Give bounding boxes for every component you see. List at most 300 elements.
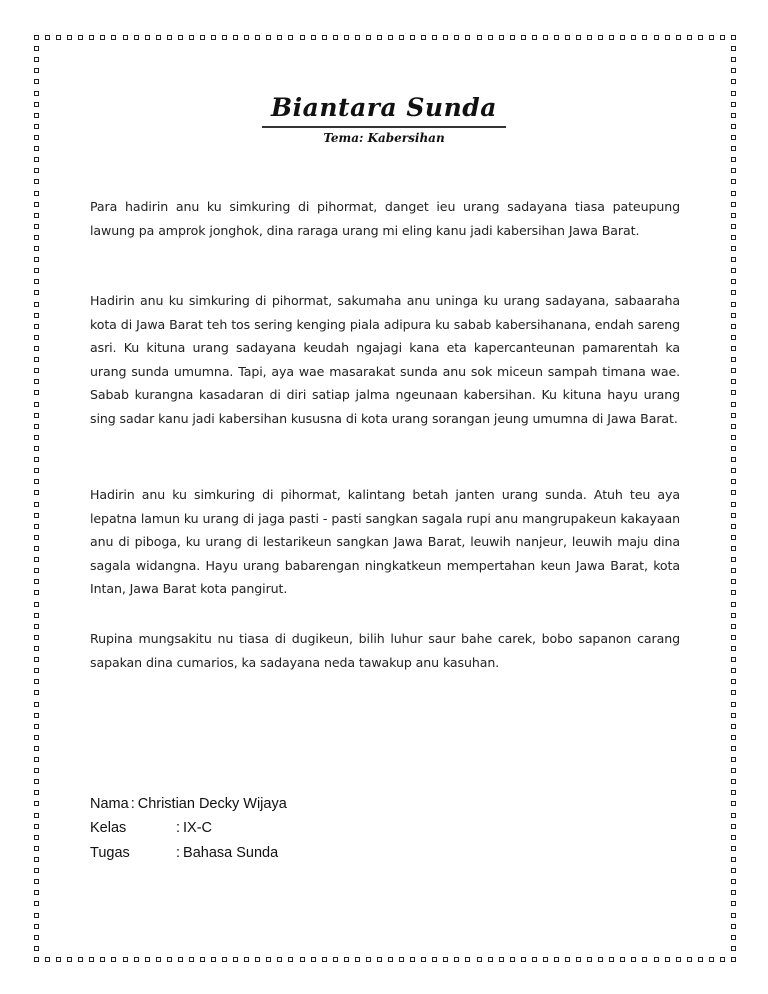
border-square [67, 957, 72, 962]
border-square [731, 390, 736, 395]
border-square [731, 324, 736, 329]
border-square [34, 46, 39, 51]
border-square [454, 957, 459, 962]
border-square [145, 35, 150, 40]
border-square [277, 35, 282, 40]
border-square [731, 635, 736, 640]
border-square [731, 835, 736, 840]
border-square [654, 957, 659, 962]
border-square [156, 957, 161, 962]
border-square [34, 735, 39, 740]
border-square [311, 35, 316, 40]
border-square [67, 35, 72, 40]
border-square [477, 957, 482, 962]
border-square [731, 457, 736, 462]
border-square [34, 713, 39, 718]
border-square [731, 735, 736, 740]
border-square [222, 957, 227, 962]
border-square [731, 879, 736, 884]
border-square [731, 513, 736, 518]
border-square [432, 957, 437, 962]
border-square [34, 379, 39, 384]
border-square [233, 35, 238, 40]
border-square [244, 957, 249, 962]
border-square [731, 302, 736, 307]
task-label: Tugas [90, 844, 130, 861]
border-square [100, 957, 105, 962]
paragraph-text: Rupina mungsakitu nu tiasa di dugikeun, bilih luhur saur bahe carek, bobo sapanon carang sapakan dina cumarios, ka sadayana neda tawakup anu kasuhan. [90, 631, 680, 670]
border-square [344, 957, 349, 962]
border-square [399, 957, 404, 962]
border-square [731, 857, 736, 862]
border-square [34, 901, 39, 906]
signature-block [90, 792, 287, 865]
border-square [34, 913, 39, 918]
border-square [731, 502, 736, 507]
border-square [34, 135, 39, 140]
paragraph-4 [90, 627, 680, 674]
border-square [34, 390, 39, 395]
border-square [731, 224, 736, 229]
border-square [34, 568, 39, 573]
border-square [731, 957, 736, 962]
border-square [34, 91, 39, 96]
border-square [145, 957, 150, 962]
border-square [78, 35, 83, 40]
border-square [288, 957, 293, 962]
border-square [399, 35, 404, 40]
border-square [731, 68, 736, 73]
border-square [731, 79, 736, 84]
border-square [731, 346, 736, 351]
title-underline [262, 126, 506, 128]
border-square [631, 35, 636, 40]
border-square [34, 35, 39, 40]
border-square [34, 57, 39, 62]
border-square [311, 957, 316, 962]
border-square [731, 113, 736, 118]
border-square [731, 568, 736, 573]
border-square [731, 179, 736, 184]
border-square [34, 801, 39, 806]
border-square [355, 35, 360, 40]
border-square [34, 357, 39, 362]
border-square [532, 35, 537, 40]
border-square [521, 957, 526, 962]
border-square [477, 35, 482, 40]
border-square [34, 557, 39, 562]
border-square [587, 957, 592, 962]
border-square [34, 724, 39, 729]
border-square [731, 46, 736, 51]
border-square [731, 135, 736, 140]
border-square [731, 757, 736, 762]
border-square [731, 357, 736, 362]
border-square [731, 790, 736, 795]
border-square [421, 957, 426, 962]
border-square [34, 257, 39, 262]
border-square [277, 957, 282, 962]
border-square [720, 957, 725, 962]
border-square [510, 957, 515, 962]
border-square [731, 613, 736, 618]
border-square [34, 168, 39, 173]
border-square [333, 35, 338, 40]
border-square [731, 646, 736, 651]
border-square [731, 590, 736, 595]
border-square [100, 35, 105, 40]
border-square [731, 535, 736, 540]
border-square [631, 957, 636, 962]
border-square [34, 302, 39, 307]
border-square [34, 602, 39, 607]
border-square [454, 35, 459, 40]
border-square [34, 924, 39, 929]
paragraph-3 [90, 483, 680, 601]
border-square [34, 846, 39, 851]
border-square [388, 957, 393, 962]
border-square [731, 479, 736, 484]
border-square [34, 490, 39, 495]
border-square [266, 957, 271, 962]
border-square [34, 157, 39, 162]
document-title: Biantara Sunda [271, 93, 497, 122]
border-square [565, 35, 570, 40]
border-square [731, 679, 736, 684]
border-square [34, 668, 39, 673]
border-square [731, 890, 736, 895]
border-square [34, 468, 39, 473]
border-square [731, 524, 736, 529]
border-square [34, 79, 39, 84]
border-square [34, 535, 39, 540]
title-block [262, 92, 506, 146]
border-square [56, 957, 61, 962]
border-square [731, 91, 736, 96]
border-square [731, 202, 736, 207]
border-square [244, 35, 249, 40]
border-square [34, 579, 39, 584]
border-square [233, 957, 238, 962]
border-square [34, 946, 39, 951]
border-square [34, 757, 39, 762]
border-square [731, 546, 736, 551]
border-square [499, 957, 504, 962]
border-square [377, 35, 382, 40]
border-square [731, 191, 736, 196]
border-square [34, 446, 39, 451]
border-square [34, 191, 39, 196]
border-square [410, 35, 415, 40]
border-square [34, 890, 39, 895]
border-square [34, 513, 39, 518]
border-square [34, 68, 39, 73]
border-square [366, 35, 371, 40]
border-square [34, 424, 39, 429]
border-square [34, 246, 39, 251]
border-square [34, 368, 39, 373]
border-square [465, 957, 470, 962]
border-square [266, 35, 271, 40]
border-square [189, 35, 194, 40]
paragraph-text: Hadirin anu ku simkuring di pihormat, kalintang betah janten urang sunda. Atuh teu aya lepatna lamun ku urang di jaga pasti - pasti sangkan sagala rupi anu mangrupakeun kakayaan anu di piboga, ku urang di lestarikeun sangkan Jawa Barat, leuwih nanjeur, leuwih maju dina sagala widangna. Hayu urang babarengan ningkatkeun mempertahan keun Jawa Barat, kota Intan, Jawa Barat kota pangirut. [90, 487, 680, 597]
border-square [731, 579, 736, 584]
border-square [443, 35, 448, 40]
border-square [34, 346, 39, 351]
border-square [34, 879, 39, 884]
border-square [34, 202, 39, 207]
border-square [731, 846, 736, 851]
border-square [731, 779, 736, 784]
border-square [34, 102, 39, 107]
border-square [731, 35, 736, 40]
border-square [576, 35, 581, 40]
border-square [665, 35, 670, 40]
border-square [731, 157, 736, 162]
border-square [731, 901, 736, 906]
border-square [178, 957, 183, 962]
border-square [731, 168, 736, 173]
border-square [34, 679, 39, 684]
border-square [720, 35, 725, 40]
border-square [543, 957, 548, 962]
border-square [34, 413, 39, 418]
border-square [34, 546, 39, 551]
border-square [609, 957, 614, 962]
paragraph-text: Hadirin anu ku simkuring di pihormat, sakumaha anu uninga ku urang sadayana, sabaaraha kota di Jawa Barat teh tos sering kenging piala adipura ku sabab kabersihanana, endah sareng asri. Ku kituna urang sadayana keudah ngajagi kana eta kapercanteunan pamarentah ka urang sunda umumna. Tapi, aya wae masarakat sunda anu sok miceun sampah timana wae. Sabab kurangna kasadaran di diri satiap jalma ngeunaan kabersihan. Ku kituna hayu urang sing sadar kanu jadi kabersihan kususna di kota urang sorangan jeung umumna di Jawa Barat. [90, 293, 680, 426]
border-square [377, 957, 382, 962]
border-square [200, 957, 205, 962]
border-square [731, 124, 736, 129]
border-square [698, 35, 703, 40]
border-square [255, 35, 260, 40]
border-square [34, 290, 39, 295]
border-square [34, 213, 39, 218]
border-square [731, 235, 736, 240]
border-square [731, 368, 736, 373]
border-square [665, 957, 670, 962]
border-square [609, 35, 614, 40]
border-square [731, 913, 736, 918]
border-square [554, 35, 559, 40]
border-square [687, 957, 692, 962]
border-square [731, 57, 736, 62]
border-square [34, 957, 39, 962]
border-square [89, 35, 94, 40]
border-square [731, 557, 736, 562]
border-square [134, 35, 139, 40]
name-label: Nama [90, 796, 129, 812]
border-square [123, 957, 128, 962]
border-square [111, 35, 116, 40]
border-square [34, 813, 39, 818]
border-square [34, 690, 39, 695]
signature-class-row [90, 816, 287, 840]
border-square [731, 268, 736, 273]
border-square [620, 957, 625, 962]
border-square [34, 113, 39, 118]
border-square [34, 502, 39, 507]
border-square [654, 35, 659, 40]
border-square [200, 35, 205, 40]
border-square [731, 146, 736, 151]
paragraph-text: Para hadirin anu ku simkuring di pihormat, danget ieu urang sadayana tiasa pateupung lawung pa amprok jonghok, dina raraga urang mi eling kanu jadi kabersihan Jawa Barat. [90, 199, 680, 238]
border-square [731, 335, 736, 340]
border-square [521, 35, 526, 40]
border-square [34, 279, 39, 284]
border-square [731, 824, 736, 829]
border-square [709, 957, 714, 962]
border-square [731, 424, 736, 429]
border-square [322, 35, 327, 40]
border-square [731, 813, 736, 818]
border-square [34, 324, 39, 329]
border-square [45, 35, 50, 40]
border-square [731, 657, 736, 662]
border-square [499, 35, 504, 40]
border-square [111, 957, 116, 962]
border-square [34, 524, 39, 529]
border-square [34, 657, 39, 662]
border-square [698, 957, 703, 962]
border-square [34, 857, 39, 862]
border-square [56, 35, 61, 40]
border-square [587, 35, 592, 40]
border-square [532, 957, 537, 962]
border-square [167, 35, 172, 40]
border-square [288, 35, 293, 40]
signature-name-row [90, 792, 287, 816]
border-square [731, 402, 736, 407]
border-square [731, 446, 736, 451]
border-square [488, 957, 493, 962]
border-square [34, 179, 39, 184]
border-square [642, 35, 647, 40]
border-square [34, 335, 39, 340]
border-square [731, 602, 736, 607]
border-square [731, 213, 736, 218]
border-square [731, 468, 736, 473]
border-square [731, 257, 736, 262]
border-square [366, 957, 371, 962]
border-square [598, 35, 603, 40]
border-square [731, 435, 736, 440]
border-square [211, 957, 216, 962]
border-square [421, 35, 426, 40]
border-square [34, 635, 39, 640]
border-square [731, 379, 736, 384]
border-square [34, 613, 39, 618]
border-square [34, 835, 39, 840]
border-square [465, 35, 470, 40]
border-square [123, 35, 128, 40]
border-square [620, 35, 625, 40]
border-square [89, 957, 94, 962]
border-square [642, 957, 647, 962]
border-square [34, 868, 39, 873]
border-square [34, 935, 39, 940]
border-square [34, 590, 39, 595]
border-square [554, 957, 559, 962]
border-square [709, 35, 714, 40]
border-square [731, 702, 736, 707]
border-square [543, 35, 548, 40]
border-square [676, 35, 681, 40]
border-square [731, 746, 736, 751]
task-value: Bahasa Sunda [183, 844, 279, 861]
border-square [731, 279, 736, 284]
border-square [565, 957, 570, 962]
border-square [598, 957, 603, 962]
border-square [34, 646, 39, 651]
border-square [731, 246, 736, 251]
border-square [34, 702, 39, 707]
separator: : [176, 820, 181, 837]
border-square [167, 957, 172, 962]
border-square [731, 624, 736, 629]
border-square [34, 457, 39, 462]
border-square [189, 957, 194, 962]
border-square [34, 624, 39, 629]
border-square [34, 402, 39, 407]
border-square [731, 724, 736, 729]
border-square [34, 224, 39, 229]
border-square [410, 957, 415, 962]
border-square [34, 268, 39, 273]
border-square [510, 35, 515, 40]
border-square [676, 957, 681, 962]
border-square [134, 957, 139, 962]
border-square [731, 924, 736, 929]
border-square [388, 35, 393, 40]
border-square [344, 35, 349, 40]
border-square [178, 35, 183, 40]
border-square [731, 668, 736, 673]
border-square [34, 790, 39, 795]
border-square [156, 35, 161, 40]
signature-task-row [90, 841, 287, 865]
border-square [322, 957, 327, 962]
border-square [300, 957, 305, 962]
border-square [34, 479, 39, 484]
border-square [731, 413, 736, 418]
border-square [687, 35, 692, 40]
border-square [34, 435, 39, 440]
document-subtitle: Tema: Kabersihan [323, 130, 445, 145]
border-square [731, 690, 736, 695]
border-square [731, 935, 736, 940]
border-square [731, 290, 736, 295]
border-square [731, 313, 736, 318]
border-square [34, 779, 39, 784]
separator: : [176, 844, 181, 861]
border-square [576, 957, 581, 962]
border-square [731, 868, 736, 873]
border-square [78, 957, 83, 962]
border-square [731, 713, 736, 718]
class-value: IX-C [183, 820, 213, 837]
border-square [731, 946, 736, 951]
border-square [333, 957, 338, 962]
border-square [731, 490, 736, 495]
border-square [255, 957, 260, 962]
border-square [488, 35, 493, 40]
border-square [731, 801, 736, 806]
paragraph-1 [90, 195, 680, 242]
border-square [34, 124, 39, 129]
border-square [34, 146, 39, 151]
border-square [731, 102, 736, 107]
